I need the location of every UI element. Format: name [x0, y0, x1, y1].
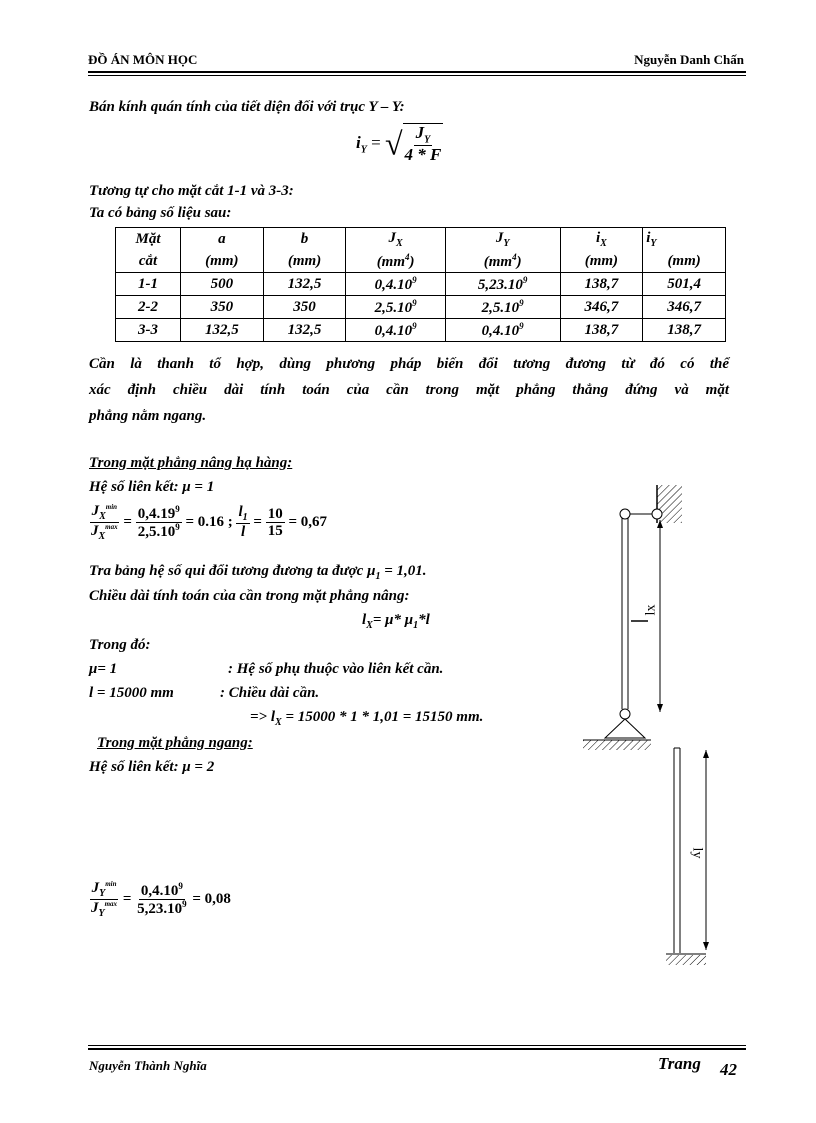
cell: 1-1: [116, 273, 181, 296]
l-desc: : Chiều dài cần.: [220, 685, 320, 701]
th-mat: Mặt: [116, 228, 181, 251]
cell: 132,5: [263, 273, 346, 296]
mu-desc: : Hệ số phụ thuộc vào liên kết cần.: [228, 661, 444, 677]
table-intro: Ta có bảng số liệu sau:: [89, 205, 232, 221]
cell: 350: [263, 296, 346, 319]
cell: 138,7: [643, 319, 726, 342]
footer-page-num: 42: [720, 1060, 737, 1079]
th-jx-unit: $(mm^4)$: [346, 250, 445, 273]
cell: 2-2: [116, 296, 181, 319]
cell: 346,7: [560, 296, 643, 319]
para-line-3: phẳng nằm ngang.: [89, 408, 207, 424]
cell: 3-3: [116, 319, 181, 342]
boom-vertical-diagram: [575, 480, 685, 755]
lx-result: => $l_X = 15000 * 1 * 1,01 = 15150$ mm.: [250, 709, 484, 728]
similar-line: Tương tự cho mặt cắt 1-1 và 3-3:: [89, 183, 294, 199]
footer-rule: [88, 1048, 746, 1050]
cell: 2,5.10$^9$: [445, 296, 560, 319]
footer-rule-thin: [88, 1045, 746, 1046]
table-row: [116, 319, 726, 342]
th-b: b: [263, 228, 346, 251]
cell: 132,5: [263, 319, 346, 342]
ratio-formula-y: $\frac{J_Y^{min}}{J_Y^{max}}$ = $\frac{0,4.10^9}{5,23.10^9}$ = 0,08: [91, 880, 231, 919]
th-jx: $J_X$: [346, 228, 445, 251]
section-horizontal-title: Trong mặt phẳng ngang:: [97, 735, 253, 751]
table-lookup-line: Tra bảng hệ số qui đổi tương đương ta được $\mu_1 = 1,01$.: [89, 563, 427, 582]
cell: 501,4: [643, 273, 726, 296]
data-table: [115, 227, 726, 342]
cell: 2,5.10$^9$: [346, 296, 445, 319]
radius-line: Bán kính quán tính của tiết diện đối với trục Y – Y:: [89, 99, 405, 115]
link-coef-1: Hệ số liên kết: μ = 1: [89, 479, 215, 495]
header-rule-thin: [88, 75, 746, 76]
th-a-unit: (mm): [180, 250, 263, 273]
table-header-row: [116, 228, 726, 251]
cell: 132,5: [180, 319, 263, 342]
footer-page-label: Trang: [658, 1054, 701, 1073]
cell: 0,4.10$^9$: [445, 319, 560, 342]
th-b-unit: (mm): [263, 250, 346, 273]
ratio-formula-x: $\frac{J_X^{min}}{J_X^{max}}$ = $\frac{0,4.19^9}{2,5.10^9}$ = 0.16 ; $\frac{l_1}{l}$ = $\frac{10}{15}$ = 0,67: [91, 503, 328, 542]
link-coef-2: Hệ số liên kết: μ = 2: [89, 759, 215, 775]
th-jy-unit: $(mm^4)$: [445, 250, 560, 273]
cell: 138,7: [560, 319, 643, 342]
th-a: a: [180, 228, 263, 251]
cell: 500: [180, 273, 263, 296]
lx-formula: $l_X= \mu*$ $\mu_1*l$: [362, 612, 430, 631]
mu-def: μ= 1: [89, 661, 118, 677]
header-right: Nguyễn Danh Chấn: [634, 52, 744, 67]
th-cat: cắt: [116, 250, 181, 273]
footer-author: Nguyễn Thành Nghĩa: [89, 1058, 207, 1073]
l-def: l = 15000 mm: [89, 685, 174, 701]
ly-label: ly: [689, 847, 705, 859]
where-line: Trong đó:: [89, 637, 151, 653]
lx-label: lx: [643, 604, 659, 616]
cell: 5,23.10$^9$: [445, 273, 560, 296]
cell: 350: [180, 296, 263, 319]
th-ix: $i_X$: [560, 228, 643, 251]
th-iy: $i_Y$: [643, 228, 726, 251]
section-vertical-title: Trong mặt phẳng nâng hạ hàng:: [89, 455, 293, 471]
header-rule: [88, 71, 746, 73]
cell: 0,4.10$^9$: [346, 319, 445, 342]
th-ix-unit: (mm): [560, 250, 643, 273]
cell: 138,7: [560, 273, 643, 296]
para-line-2: xác định chiều dài tính toán của cần trong mặt phẳng thẳng đứng và mặt: [89, 382, 729, 398]
th-jy: $J_Y$: [445, 228, 560, 251]
header-left: ĐỒ ÁN MÔN HỌC: [88, 52, 198, 67]
iy-formula: $i_Y$ = √ $\frac{J_Y}{4 * F}$: [356, 123, 442, 165]
table-header-row-2: [116, 250, 726, 273]
para-line-1: Cần là thanh tổ hợp, dùng phương pháp biến đổi tương đương từ đó có thể: [89, 356, 729, 372]
length-line: Chiều dài tính toán của cần trong mặt phẳng nâng:: [89, 588, 410, 604]
cell: 346,7: [643, 296, 726, 319]
th-iy-unit: (mm): [643, 250, 726, 273]
cell: 0,4.10$^9$: [346, 273, 445, 296]
table-row: [116, 273, 726, 296]
table-row: [116, 296, 726, 319]
